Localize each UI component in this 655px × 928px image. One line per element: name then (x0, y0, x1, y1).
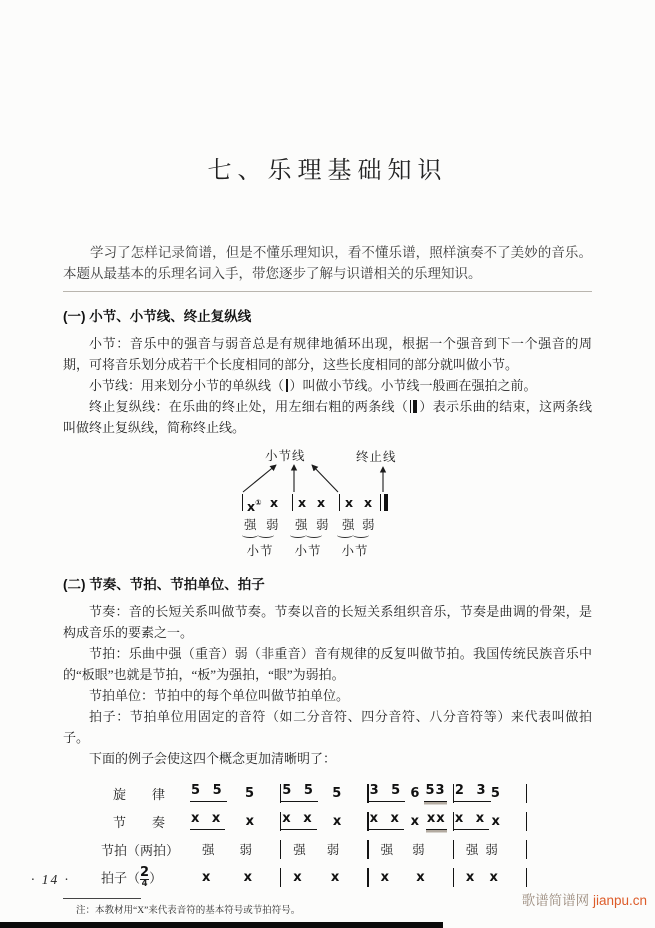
example-row-beat (95, 835, 655, 863)
meter-measure-1 (190, 863, 280, 891)
footnote-ref-mark: ① (255, 498, 262, 507)
beat-measure-4 (454, 835, 526, 863)
measure-label: 小节 (294, 544, 322, 558)
barline-callout-label: 小节线 (265, 449, 306, 463)
barline-final (526, 812, 527, 831)
note-group: x x (369, 812, 404, 829)
paragraph-final-barline (63, 396, 592, 438)
paragraph-final-text-after: ）表示乐曲的结束，这两条线叫做终止复纵线，简称终止线。 (63, 399, 592, 435)
note-group: x x (190, 812, 225, 829)
note-group: 3 5 (369, 784, 406, 801)
section1-heading: (一) 小节、小节线、终止复纵线 (63, 309, 252, 324)
note-group: 2 3 (454, 784, 491, 801)
page-title: 七、乐理基础知识 (207, 158, 448, 184)
single-barline-symbol (286, 379, 288, 392)
beat-measure-2 (281, 835, 367, 863)
paragraph-beat: 节拍：乐曲中强（重音）弱（非重音）音有规律的反复叫做节拍。我国传统民族音乐中的“板眼”也就是节拍，“板”为强拍，“眼”为弱拍。 (63, 646, 592, 682)
note-group: 5 5 (281, 784, 318, 801)
note-group: x x (281, 812, 316, 829)
note: x (491, 813, 500, 829)
paragraph-meter: 拍子：节拍单位用固定的音符（如二分音符、四分音符、八分音符等）来代表叫做拍子。 (63, 709, 592, 745)
beat-note: x (489, 869, 498, 885)
notation-example (95, 779, 655, 891)
dynamic-weak: 弱 (266, 518, 279, 532)
diagram-note (247, 494, 261, 515)
paragraph-barline-text-after: ）叫做小节线。小节线一般画在强拍之前。 (289, 378, 537, 393)
meter-measure-2 (281, 863, 367, 891)
dynamic-strong: 强 (342, 518, 355, 532)
diagram-note: x (298, 495, 307, 510)
example-row-rhythm (95, 807, 655, 835)
watermark-site-url: jianpu.cn (592, 893, 647, 908)
paragraph-final-text-before: 终止复纵线：在乐曲的终止处，用左细右粗的两条线（ (89, 399, 409, 414)
beat-note: x (243, 869, 252, 885)
note: 6 (410, 785, 420, 801)
final-barline-symbol (410, 400, 417, 413)
melody-measure-3 (369, 779, 453, 807)
melody-measure-2 (281, 779, 367, 807)
beat-note: x (330, 869, 340, 885)
melody-measure-1 (190, 779, 280, 807)
meter-label-suffix: ） (149, 870, 163, 885)
diagram-barline-3 (339, 494, 340, 511)
beat-note: x (380, 869, 389, 885)
beat-note: x (202, 869, 211, 885)
section-divider (63, 291, 592, 292)
barline-final (526, 868, 527, 887)
footnote-rule (63, 898, 141, 899)
beat-measure-3 (369, 835, 453, 863)
rhythm-measure-3 (369, 807, 453, 835)
diagram-note: x (317, 495, 326, 510)
paragraph-beat-unit: 节拍单位：节拍中的每个单位叫做节拍单位。 (89, 688, 350, 703)
note-group: 5 5 (190, 784, 227, 801)
note: x (245, 813, 254, 829)
rhythm-row-label: 节 奏 (113, 814, 166, 830)
dynamic-weak: 弱 (326, 843, 340, 857)
final-line-callout-label: 终止线 (356, 450, 397, 464)
page-number: · 14 · (31, 872, 70, 887)
diagram-note: x (364, 495, 373, 510)
time-signature (140, 866, 149, 889)
measure-brace-arc (337, 532, 353, 538)
note: 5 (332, 785, 342, 801)
watermark (522, 889, 647, 909)
paragraph-barline-text-before: 小节线：用来划分小节的单纵线（ (89, 378, 285, 393)
dynamic-strong: 强 (465, 843, 479, 857)
section2-heading: (二) 节奏、节拍、节拍单位、拍子 (63, 577, 265, 592)
watermark-site-name: 歌谱简谱网 (521, 893, 590, 908)
measure-brace-arc (242, 532, 258, 538)
barline-final (526, 784, 527, 803)
meter-row-label (95, 866, 190, 889)
meter-label-prefix: 拍子（ (101, 870, 141, 885)
paragraph-rhythm: 节奏：音的长短关系叫做节奏。节奏以音的长短关系组织音乐，节奏是曲调的骨架，是构成音乐的要素之一。 (63, 604, 592, 640)
diagram-note: x (345, 495, 354, 510)
dynamic-weak: 弱 (239, 843, 252, 857)
diagram-note: x (270, 495, 279, 510)
note-group: x x (454, 812, 489, 829)
melody-measure-4 (454, 779, 526, 807)
barline-final (526, 840, 527, 859)
scan-artifact-bar (0, 922, 443, 928)
paragraph-barline (63, 375, 592, 396)
meter-measure-3 (369, 863, 453, 891)
footnote: 注：本教材用“X”来代表音符的基本符号或节拍符号。 (76, 906, 301, 916)
dynamic-weak: 弱 (362, 518, 375, 532)
note-group-sixteenth: 53 (424, 784, 446, 801)
measure-label: 小节 (341, 544, 369, 558)
diagram-barline-1 (242, 494, 243, 511)
rhythm-measure-2 (281, 807, 367, 835)
paragraph-example-intro: 下面的例子会使这四个概念更加清晰明了： (89, 751, 337, 766)
note-group-sixteenth: xx (426, 812, 447, 829)
time-signature-denominator: 4 (141, 879, 148, 889)
measure-brace-arc (306, 532, 322, 538)
rhythm-measure-4 (454, 807, 526, 835)
note: x (410, 813, 420, 829)
example-row-meter (95, 863, 655, 891)
dynamic-strong: 强 (380, 843, 394, 857)
note: 5 (490, 785, 500, 801)
paragraph-measure: 小节：音乐中的强音与弱音总是有规律地循环出现，根据一个强音到下一个强音的周期，可将音乐划分成若干个长度相同的部分，这些长度相同的部分就叫做小节。 (63, 336, 592, 372)
dynamic-strong: 强 (202, 843, 215, 857)
diagram-barline-2 (292, 494, 293, 511)
note: x (332, 813, 342, 829)
dynamic-weak: 弱 (485, 843, 498, 857)
beat-row-label: 节拍（两拍） (101, 842, 180, 858)
measure-brace-arc (258, 532, 274, 538)
beat-measure-1 (190, 835, 280, 863)
dynamic-strong: 强 (244, 518, 257, 532)
measure-brace-arc (353, 532, 369, 538)
barline-diagram (237, 446, 422, 560)
dynamic-weak: 弱 (412, 843, 425, 857)
dynamic-strong: 强 (295, 518, 308, 532)
beat-note: x (293, 869, 302, 885)
dynamic-weak: 弱 (316, 518, 329, 532)
time-signature-numerator: 2 (140, 864, 150, 880)
rhythm-measure-1 (190, 807, 280, 835)
beat-note: x (465, 869, 475, 885)
note-symbol: x (247, 499, 256, 514)
example-row-melody (95, 779, 655, 807)
dynamic-strong: 强 (293, 843, 306, 857)
beat-note: x (416, 869, 425, 885)
melody-row-label: 旋 律 (113, 786, 166, 802)
intro-paragraph: 学习了怎样记录简谱，但是不懂乐理知识，看不懂乐谱，照样演奏不了美妙的音乐。本题从最基本的乐理名词入手，带您逐步了解与识谱相关的乐理知识。 (63, 245, 592, 281)
diagram-final-double-bar (380, 494, 388, 511)
meter-measure-4 (454, 863, 526, 891)
measure-label: 小节 (246, 544, 274, 558)
note: 5 (244, 785, 254, 801)
measure-brace-arc (290, 532, 306, 538)
